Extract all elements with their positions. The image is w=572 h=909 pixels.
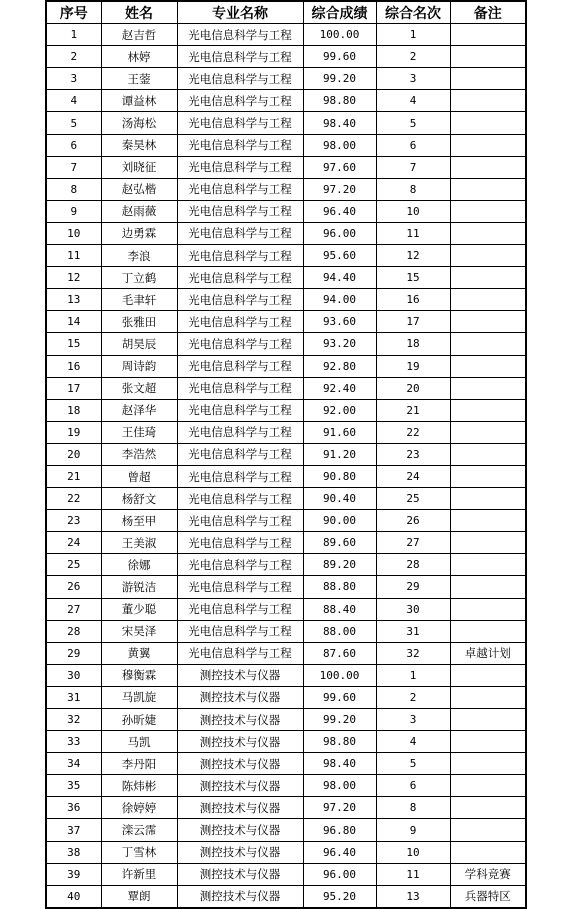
- cell-rank: 11: [376, 863, 450, 885]
- cell-name: 许新里: [101, 863, 177, 885]
- cell-name: 秦昊林: [101, 134, 177, 156]
- cell-name: 丁雪林: [101, 841, 177, 863]
- cell-index: 14: [46, 311, 101, 333]
- cell-score: 98.40: [303, 753, 376, 775]
- cell-score: 96.40: [303, 200, 376, 222]
- table-row: [46, 510, 526, 532]
- cell-note: [450, 686, 526, 708]
- cell-index: 30: [46, 664, 101, 686]
- header-rank: 综合名次: [376, 1, 450, 24]
- cell-major: 测控技术与仪器: [177, 731, 303, 753]
- cell-rank: 10: [376, 841, 450, 863]
- cell-note: [450, 68, 526, 90]
- cell-score: 100.00: [303, 24, 376, 46]
- cell-note: [450, 797, 526, 819]
- cell-name: 黄翼: [101, 642, 177, 664]
- cell-name: 孙昕婕: [101, 709, 177, 731]
- cell-note: [450, 488, 526, 510]
- table-row: [46, 355, 526, 377]
- cell-index: 18: [46, 399, 101, 421]
- cell-rank: 5: [376, 112, 450, 134]
- cell-major: 光电信息科学与工程: [177, 443, 303, 465]
- cell-note: [450, 399, 526, 421]
- cell-score: 98.40: [303, 112, 376, 134]
- cell-index: 39: [46, 863, 101, 885]
- cell-rank: 21: [376, 399, 450, 421]
- table-row: [46, 576, 526, 598]
- header-major: 专业名称: [177, 1, 303, 24]
- cell-name: 赵弘楷: [101, 178, 177, 200]
- cell-name: 游锐洁: [101, 576, 177, 598]
- cell-major: 光电信息科学与工程: [177, 576, 303, 598]
- cell-rank: 6: [376, 775, 450, 797]
- table-row: [46, 421, 526, 443]
- cell-rank: 3: [376, 68, 450, 90]
- cell-rank: 22: [376, 421, 450, 443]
- table-row: [46, 863, 526, 885]
- table-row: [46, 642, 526, 664]
- cell-index: 25: [46, 554, 101, 576]
- table-row: [46, 311, 526, 333]
- cell-major: 测控技术与仪器: [177, 819, 303, 841]
- table-row: [46, 112, 526, 134]
- cell-name: 穆衡霖: [101, 664, 177, 686]
- cell-name: 刘晓征: [101, 156, 177, 178]
- cell-index: 19: [46, 421, 101, 443]
- cell-index: 12: [46, 267, 101, 289]
- cell-major: 光电信息科学与工程: [177, 355, 303, 377]
- cell-score: 94.00: [303, 289, 376, 311]
- cell-index: 22: [46, 488, 101, 510]
- cell-score: 91.20: [303, 443, 376, 465]
- cell-index: 9: [46, 200, 101, 222]
- cell-name: 宋昊泽: [101, 620, 177, 642]
- cell-rank: 7: [376, 156, 450, 178]
- cell-index: 31: [46, 686, 101, 708]
- cell-name: 边勇霖: [101, 222, 177, 244]
- cell-name: 陈炜彬: [101, 775, 177, 797]
- header-index: 序号: [46, 1, 101, 24]
- cell-rank: 2: [376, 46, 450, 68]
- cell-major: 光电信息科学与工程: [177, 311, 303, 333]
- cell-major: 光电信息科学与工程: [177, 554, 303, 576]
- cell-note: [450, 532, 526, 554]
- cell-index: 5: [46, 112, 101, 134]
- cell-index: 4: [46, 90, 101, 112]
- cell-rank: 12: [376, 245, 450, 267]
- cell-score: 98.00: [303, 134, 376, 156]
- cell-major: 光电信息科学与工程: [177, 24, 303, 46]
- cell-rank: 13: [376, 885, 450, 908]
- cell-name: 胡昊辰: [101, 333, 177, 355]
- cell-rank: 5: [376, 753, 450, 775]
- cell-major: 光电信息科学与工程: [177, 90, 303, 112]
- cell-score: 96.00: [303, 222, 376, 244]
- cell-rank: 31: [376, 620, 450, 642]
- cell-name: 赵吉哲: [101, 24, 177, 46]
- cell-note: 兵器特区: [450, 885, 526, 908]
- cell-score: 93.60: [303, 311, 376, 333]
- cell-index: 21: [46, 465, 101, 487]
- cell-score: 89.20: [303, 554, 376, 576]
- cell-rank: 29: [376, 576, 450, 598]
- cell-note: [450, 178, 526, 200]
- cell-major: 光电信息科学与工程: [177, 134, 303, 156]
- table-row: [46, 24, 526, 46]
- cell-major: 测控技术与仪器: [177, 797, 303, 819]
- cell-major: 光电信息科学与工程: [177, 333, 303, 355]
- cell-name: 张文超: [101, 377, 177, 399]
- cell-index: 10: [46, 222, 101, 244]
- cell-index: 32: [46, 709, 101, 731]
- cell-score: 88.40: [303, 598, 376, 620]
- cell-major: 光电信息科学与工程: [177, 156, 303, 178]
- table-row: [46, 178, 526, 200]
- cell-major: 测控技术与仪器: [177, 885, 303, 908]
- cell-note: [450, 377, 526, 399]
- cell-score: 89.60: [303, 532, 376, 554]
- cell-index: 40: [46, 885, 101, 908]
- table-row: [46, 90, 526, 112]
- cell-note: [450, 289, 526, 311]
- cell-name: 丁立鹤: [101, 267, 177, 289]
- cell-score: 91.60: [303, 421, 376, 443]
- cell-name: 赵泽华: [101, 399, 177, 421]
- header-score: 综合成绩: [303, 1, 376, 24]
- cell-index: 7: [46, 156, 101, 178]
- cell-index: 24: [46, 532, 101, 554]
- cell-score: 90.80: [303, 465, 376, 487]
- ranking-table: [45, 0, 527, 909]
- cell-name: 张雅田: [101, 311, 177, 333]
- cell-major: 光电信息科学与工程: [177, 112, 303, 134]
- cell-major: 光电信息科学与工程: [177, 245, 303, 267]
- cell-name: 徐婷婷: [101, 797, 177, 819]
- cell-score: 98.80: [303, 90, 376, 112]
- cell-rank: 9: [376, 819, 450, 841]
- cell-rank: 27: [376, 532, 450, 554]
- cell-major: 光电信息科学与工程: [177, 200, 303, 222]
- cell-index: 36: [46, 797, 101, 819]
- table-row: [46, 686, 526, 708]
- cell-rank: 23: [376, 443, 450, 465]
- cell-rank: 6: [376, 134, 450, 156]
- cell-note: [450, 311, 526, 333]
- cell-major: 光电信息科学与工程: [177, 421, 303, 443]
- table-row: [46, 245, 526, 267]
- cell-name: 汤海松: [101, 112, 177, 134]
- cell-index: 34: [46, 753, 101, 775]
- cell-note: [450, 775, 526, 797]
- cell-score: 95.60: [303, 245, 376, 267]
- table-row: [46, 753, 526, 775]
- table-row: [46, 554, 526, 576]
- table-row: [46, 664, 526, 686]
- cell-score: 99.60: [303, 686, 376, 708]
- cell-score: 92.00: [303, 399, 376, 421]
- cell-note: [450, 620, 526, 642]
- table-row: [46, 841, 526, 863]
- cell-rank: 8: [376, 178, 450, 200]
- cell-index: 35: [46, 775, 101, 797]
- cell-note: [450, 443, 526, 465]
- cell-note: 学科竞赛: [450, 863, 526, 885]
- cell-note: [450, 465, 526, 487]
- cell-major: 光电信息科学与工程: [177, 267, 303, 289]
- table-row: [46, 200, 526, 222]
- cell-rank: 4: [376, 90, 450, 112]
- cell-major: 测控技术与仪器: [177, 775, 303, 797]
- table-row: [46, 819, 526, 841]
- cell-major: 光电信息科学与工程: [177, 532, 303, 554]
- cell-score: 90.00: [303, 510, 376, 532]
- cell-rank: 30: [376, 598, 450, 620]
- cell-name: 曾超: [101, 465, 177, 487]
- cell-rank: 1: [376, 664, 450, 686]
- cell-rank: 3: [376, 709, 450, 731]
- table-row: [46, 377, 526, 399]
- cell-rank: 24: [376, 465, 450, 487]
- cell-note: [450, 421, 526, 443]
- cell-score: 96.80: [303, 819, 376, 841]
- cell-major: 测控技术与仪器: [177, 709, 303, 731]
- cell-rank: 25: [376, 488, 450, 510]
- cell-score: 98.80: [303, 731, 376, 753]
- cell-score: 99.20: [303, 709, 376, 731]
- cell-rank: 26: [376, 510, 450, 532]
- cell-rank: 32: [376, 642, 450, 664]
- cell-index: 23: [46, 510, 101, 532]
- cell-name: 覃朗: [101, 885, 177, 908]
- cell-index: 2: [46, 46, 101, 68]
- cell-index: 26: [46, 576, 101, 598]
- cell-name: 李浩然: [101, 443, 177, 465]
- cell-note: [450, 112, 526, 134]
- cell-score: 96.40: [303, 841, 376, 863]
- cell-index: 3: [46, 68, 101, 90]
- cell-note: [450, 598, 526, 620]
- table-row: [46, 333, 526, 355]
- cell-name: 王美淑: [101, 532, 177, 554]
- cell-note: [450, 841, 526, 863]
- cell-note: [450, 554, 526, 576]
- cell-name: 李丹阳: [101, 753, 177, 775]
- cell-index: 20: [46, 443, 101, 465]
- cell-name: 王佳琦: [101, 421, 177, 443]
- cell-index: 6: [46, 134, 101, 156]
- header-name: 姓名: [101, 1, 177, 24]
- cell-note: [450, 819, 526, 841]
- cell-rank: 19: [376, 355, 450, 377]
- cell-note: [450, 355, 526, 377]
- table-row: [46, 465, 526, 487]
- cell-major: 测控技术与仪器: [177, 664, 303, 686]
- cell-major: 测控技术与仪器: [177, 841, 303, 863]
- cell-score: 97.20: [303, 178, 376, 200]
- cell-rank: 15: [376, 267, 450, 289]
- table-body: [46, 24, 526, 908]
- table-row: [46, 797, 526, 819]
- cell-rank: 10: [376, 200, 450, 222]
- cell-name: 王蓥: [101, 68, 177, 90]
- cell-score: 99.60: [303, 46, 376, 68]
- header-row: [46, 1, 526, 24]
- cell-name: 杨至甲: [101, 510, 177, 532]
- cell-note: [450, 510, 526, 532]
- cell-major: 光电信息科学与工程: [177, 510, 303, 532]
- table-row: [46, 731, 526, 753]
- cell-score: 95.20: [303, 885, 376, 908]
- cell-score: 93.20: [303, 333, 376, 355]
- table-row: [46, 775, 526, 797]
- cell-name: 徐娜: [101, 554, 177, 576]
- cell-name: 林婷: [101, 46, 177, 68]
- cell-score: 92.40: [303, 377, 376, 399]
- cell-major: 测控技术与仪器: [177, 863, 303, 885]
- cell-name: 周诗韵: [101, 355, 177, 377]
- table-row: [46, 289, 526, 311]
- table-row: [46, 399, 526, 421]
- cell-note: [450, 24, 526, 46]
- cell-name: 杨舒文: [101, 488, 177, 510]
- cell-index: 15: [46, 333, 101, 355]
- table-row: [46, 222, 526, 244]
- cell-rank: 16: [376, 289, 450, 311]
- table-row: [46, 488, 526, 510]
- cell-note: [450, 200, 526, 222]
- cell-major: 光电信息科学与工程: [177, 465, 303, 487]
- cell-index: 1: [46, 24, 101, 46]
- cell-rank: 8: [376, 797, 450, 819]
- cell-score: 88.80: [303, 576, 376, 598]
- cell-score: 94.40: [303, 267, 376, 289]
- cell-note: [450, 664, 526, 686]
- table-row: [46, 267, 526, 289]
- cell-name: 谭益林: [101, 90, 177, 112]
- cell-index: 16: [46, 355, 101, 377]
- cell-note: [450, 222, 526, 244]
- cell-index: 17: [46, 377, 101, 399]
- cell-major: 测控技术与仪器: [177, 753, 303, 775]
- cell-rank: 20: [376, 377, 450, 399]
- cell-note: 卓越计划: [450, 642, 526, 664]
- cell-note: [450, 267, 526, 289]
- cell-note: [450, 156, 526, 178]
- cell-score: 100.00: [303, 664, 376, 686]
- cell-index: 37: [46, 819, 101, 841]
- cell-rank: 1: [376, 24, 450, 46]
- cell-score: 96.00: [303, 863, 376, 885]
- cell-score: 87.60: [303, 642, 376, 664]
- cell-name: 马凯: [101, 731, 177, 753]
- cell-major: 光电信息科学与工程: [177, 620, 303, 642]
- cell-rank: 4: [376, 731, 450, 753]
- cell-major: 光电信息科学与工程: [177, 377, 303, 399]
- cell-note: [450, 576, 526, 598]
- cell-name: 滦云霈: [101, 819, 177, 841]
- cell-name: 李浪: [101, 245, 177, 267]
- cell-note: [450, 753, 526, 775]
- cell-note: [450, 134, 526, 156]
- cell-index: 38: [46, 841, 101, 863]
- cell-note: [450, 46, 526, 68]
- cell-index: 27: [46, 598, 101, 620]
- cell-note: [450, 709, 526, 731]
- cell-score: 92.80: [303, 355, 376, 377]
- cell-major: 光电信息科学与工程: [177, 222, 303, 244]
- cell-score: 97.60: [303, 156, 376, 178]
- cell-rank: 11: [376, 222, 450, 244]
- cell-index: 8: [46, 178, 101, 200]
- header-note: 备注: [450, 1, 526, 24]
- cell-score: 97.20: [303, 797, 376, 819]
- table-row: [46, 156, 526, 178]
- cell-name: 董少聪: [101, 598, 177, 620]
- cell-score: 88.00: [303, 620, 376, 642]
- table-row: [46, 443, 526, 465]
- cell-rank: 2: [376, 686, 450, 708]
- cell-note: [450, 333, 526, 355]
- cell-name: 赵雨薇: [101, 200, 177, 222]
- cell-index: 13: [46, 289, 101, 311]
- table-row: [46, 134, 526, 156]
- cell-index: 29: [46, 642, 101, 664]
- cell-major: 光电信息科学与工程: [177, 399, 303, 421]
- table-row: [46, 885, 526, 908]
- cell-score: 99.20: [303, 68, 376, 90]
- cell-score: 90.40: [303, 488, 376, 510]
- cell-major: 测控技术与仪器: [177, 686, 303, 708]
- cell-index: 33: [46, 731, 101, 753]
- cell-note: [450, 731, 526, 753]
- table-row: [46, 68, 526, 90]
- cell-note: [450, 90, 526, 112]
- cell-major: 光电信息科学与工程: [177, 68, 303, 90]
- cell-note: [450, 245, 526, 267]
- cell-rank: 17: [376, 311, 450, 333]
- cell-major: 光电信息科学与工程: [177, 46, 303, 68]
- cell-index: 28: [46, 620, 101, 642]
- cell-major: 光电信息科学与工程: [177, 642, 303, 664]
- table-row: [46, 598, 526, 620]
- cell-major: 光电信息科学与工程: [177, 598, 303, 620]
- cell-major: 光电信息科学与工程: [177, 178, 303, 200]
- cell-name: 毛聿轩: [101, 289, 177, 311]
- cell-major: 光电信息科学与工程: [177, 488, 303, 510]
- table-row: [46, 532, 526, 554]
- cell-score: 98.00: [303, 775, 376, 797]
- cell-index: 11: [46, 245, 101, 267]
- cell-name: 马凯旋: [101, 686, 177, 708]
- cell-major: 光电信息科学与工程: [177, 289, 303, 311]
- cell-rank: 28: [376, 554, 450, 576]
- table-row: [46, 46, 526, 68]
- cell-rank: 18: [376, 333, 450, 355]
- table-row: [46, 709, 526, 731]
- table-row: [46, 620, 526, 642]
